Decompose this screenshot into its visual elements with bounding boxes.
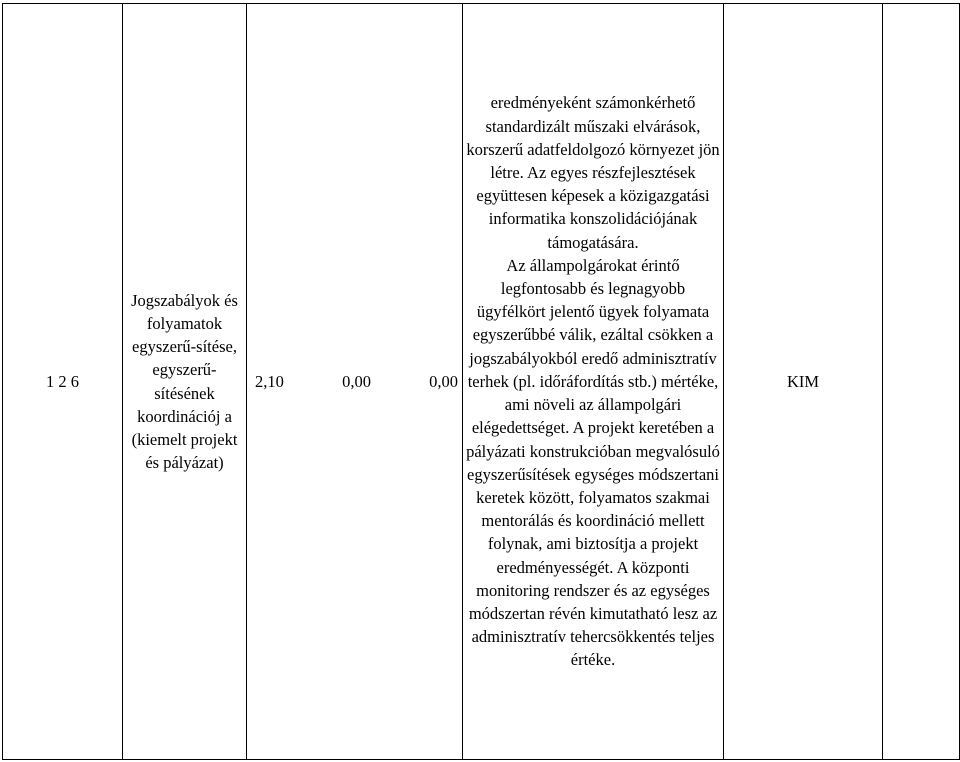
value-3: 0,00 xyxy=(429,371,458,391)
values-cell xyxy=(247,4,463,760)
values-group xyxy=(249,370,460,393)
description-cell xyxy=(463,4,724,760)
project-title-cell xyxy=(123,4,247,760)
document-table xyxy=(2,3,960,760)
value-2: 0,00 xyxy=(342,371,371,391)
project-title: Jogszabályok és folyamatok egyszerű-sítése, egyszerű-sítésének koordinációj a (kiemelt projekt és pályázat) xyxy=(131,290,238,473)
row-number-cell xyxy=(3,4,123,760)
owner-label: KIM xyxy=(786,371,820,391)
empty-cell xyxy=(883,4,960,760)
owner-cell xyxy=(724,4,883,760)
value-1: 2,10 xyxy=(255,371,284,391)
row-number: 1 2 6 xyxy=(46,371,79,391)
description-paragraph-1: eredményeként számonkérhető standardizált műszaki elvárások, korszerű adatfeldolgozó környezet jön létre. Az egyes részfejlesztések együttesen képesek a közigazgatási informatika konszolidációjának támogatására. xyxy=(466,93,720,252)
description-paragraph-2: Az állampolgárokat érintő legfontosabb és legnagyobb ügyfélkört jelentő ügyek folyamata egyszerűbbé válik, ezáltal csökken a jogszabályokból eredő adminisztratív terhek (pl. időráfordítás stb.) mértéke, ami növeli az állampolgári elégedettséget. A projekt keretében a pályázati konstrukcióban megvalósuló egyszerűsítések egységes módszertani keretek között, folyamatos szakmai mentorálás és koordináció mellett folynak, ami biztosítja a projekt eredményességét. A központi monitoring rendszer és az egységes módszertan révén kimutatható lesz az adminisztratív tehercsökkentés teljes értéke. xyxy=(466,255,720,670)
table-row xyxy=(3,4,960,760)
